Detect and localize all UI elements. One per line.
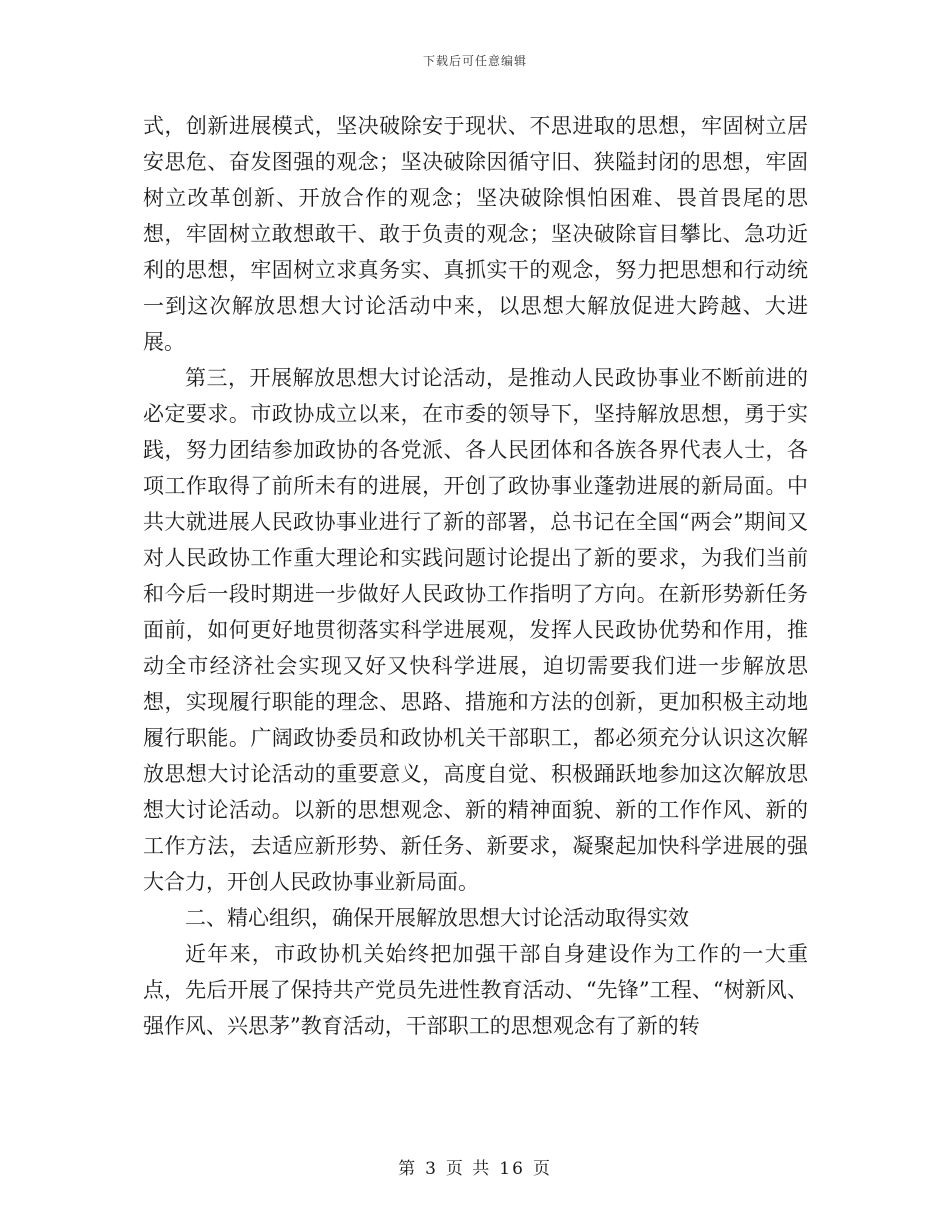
paragraph-recent-years: 近年来，市政协机关始终把加强干部自身建设作为工作的一大重点，先后开展了保持共产党员先进性教育活动、“先锋”工程、“树新风、强作风、兴思茅”教育活动，干部职工的思想观念有了新的转 — [143, 942, 808, 1038]
paragraph-third-point: 第三，开展解放思想大讨论活动，是推动人民政协事业不断前进的必定要求。市政协成立以来，在市委的领导下，坚持解放思想，勇于实践，努力团结参加政协的各党派、各人民团体和各族各界代表人士，各项工作取得了前所未有的进展，开创了政协事业蓬勃进展的新局面。中共大就进展人民政协事业进行了新的部署，总书记在全国“两会”期间又对人民政协工作重大理论和实践问题讨论提出了新的要求，为我们当前和今后一段时期进一步做好人民政协工作指明了方向。在新形势新任务面前，如何更好地贯彻落实科学进展观，发挥人民政协优势和作用，推动全市经济社会实现又好又快科学进展，迫切需要我们进一步解放思想，实现履行职能的理念、思路、措施和方法的创新，更加积极主动地履行职能。广阔政协委员和政协机关干部职工，都必须充分认识这次解放思想大讨论活动的重要意义，高度自觉、积极踊跃地参加这次解放思想大讨论活动。以新的思想观念、新的精神面貌、新的工作作风、新的工作方法，去适应新形势、新任务、新要求，凝聚起加快科学进展的强大合力，开创人民政协事业新局面。 — [143, 366, 808, 894]
page-header: 下载后可任意编辑 — [422, 54, 527, 68]
footer-total-pages: 16 — [499, 1159, 525, 1179]
paragraph-continuation: 式，创新进展模式，坚决破除安于现状、不思进取的思想，牢固树立居安思危、奋发图强的观念；坚决破除因循守旧、狭隘封闭的思想，牢固树立改革创新、开放合作的观念；坚决破除惧怕困难、畏首畏尾的思想，牢固树立敢想敢干、敢于负责的观念；坚决破除盲目攀比、急功近利的思想，牢固树立求真务实、真抓实干的观念，努力把思想和行动统一到这次解放思想大讨论活动中来，以思想大解放促进大跨越、大进展。 — [143, 114, 808, 354]
footer-label-of: 页 共 — [445, 1159, 492, 1179]
footer-label-page: 第 — [398, 1159, 418, 1179]
section-heading: 二、精心组织，确保开展解放思想大讨论活动取得实效 — [185, 906, 689, 930]
footer-current-page: 3 — [425, 1159, 438, 1179]
footer-label-end: 页 — [532, 1159, 552, 1179]
page-footer — [0, 1154, 950, 1179]
document-body — [143, 108, 808, 1044]
